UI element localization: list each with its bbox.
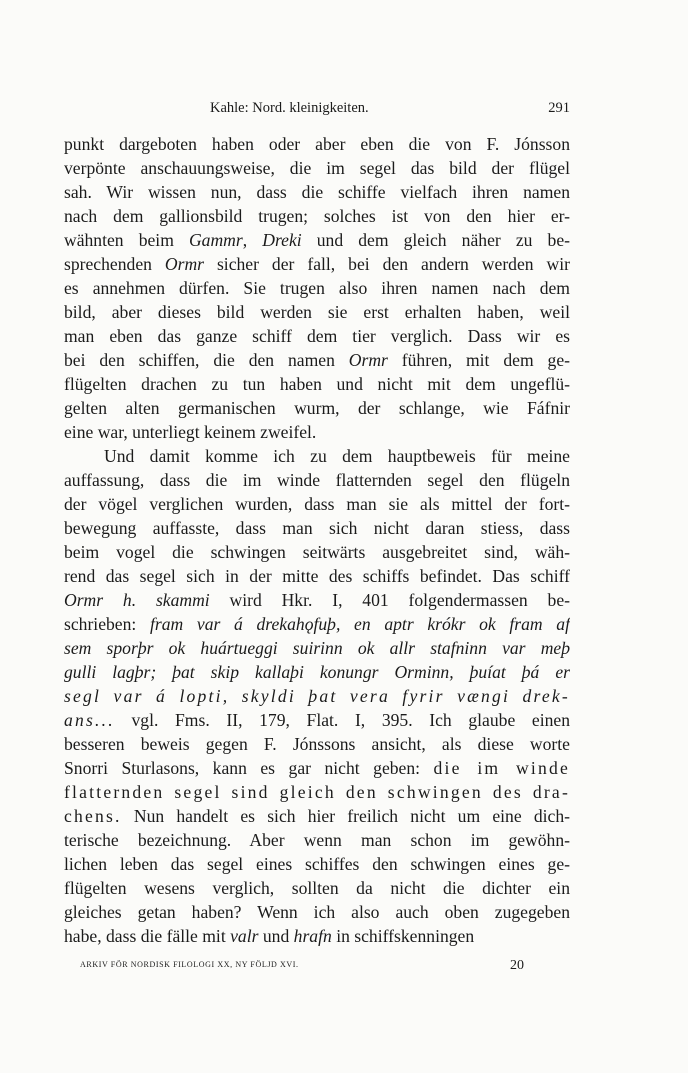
text-line	[64, 276, 570, 300]
running-title: Kahle: Nord. kleinigkeiten.	[210, 100, 369, 116]
text-segment: in schiffskenningen	[331, 926, 475, 946]
text-segment: Nun handelt es sich hier freilich nicht um eine dich-	[121, 806, 570, 826]
text-segment: eine war, unterliegt keinem zweifel.	[64, 422, 317, 442]
text-segment: wähnten beim	[64, 230, 189, 250]
text-line	[64, 372, 570, 396]
text-segment: gleiches getan haben? Wenn ich also auch oben zugegeben	[64, 902, 570, 922]
text-line	[64, 900, 570, 924]
spaced-text: die im winde	[433, 758, 570, 778]
text-line	[64, 804, 570, 828]
text-line	[64, 300, 570, 324]
text-line	[64, 684, 570, 708]
text-segment: Und damit komme ich zu dem hauptbeweis für meine	[104, 446, 570, 466]
text-line	[64, 828, 570, 852]
text-segment: bild, aber dieses bild werden sie erst erhalten haben, weil	[64, 302, 570, 322]
text-segment: sprechenden	[64, 254, 165, 274]
text-line	[64, 660, 570, 684]
text-line	[64, 924, 570, 948]
text-line	[64, 492, 570, 516]
text-segment: flügelten wesens verglich, sollten da nicht die dichter ein	[64, 878, 570, 898]
body-text	[64, 132, 570, 948]
italic-text: Ormr	[164, 254, 204, 274]
text-line	[64, 588, 570, 612]
text-line	[64, 516, 570, 540]
italic-text: hrafn	[293, 926, 332, 946]
italic-text: Ormr h. skammi	[64, 590, 210, 610]
text-segment: lichen leben das segel eines schiffes den schwingen eines ge-	[64, 854, 570, 874]
text-segment: der vögel verglichen wurden, dass man sie als mittel der fort-	[64, 494, 570, 514]
text-segment: man eben das ganze schiff dem tier verglich. Dass wir es	[64, 326, 570, 346]
text-line	[64, 708, 570, 732]
text-line	[64, 324, 570, 348]
text-segment: schrieben:	[64, 614, 150, 634]
running-header	[64, 100, 570, 122]
text-segment: sicher der fall, bei den andern werden wir	[204, 254, 570, 274]
text-segment: bei den schiffen, die den namen	[64, 350, 349, 370]
italic-text: sem sporþr ok huártueggi suirinn ok allr stafninn var meþ	[64, 638, 570, 658]
italic-text: segl var á lopti, skyldi þat vera fyrir vængi drek-	[64, 686, 570, 706]
text-segment: vgl. Fms. II, 179, Flat. I, 395. Ich glaube einen	[114, 710, 570, 730]
text-line	[64, 348, 570, 372]
text-segment: habe, dass die fälle mit	[64, 926, 231, 946]
text-line	[64, 156, 570, 180]
text-segment: flügelten drachen zu tun haben und nicht mit dem ungeflü-	[64, 374, 570, 394]
text-line	[64, 564, 570, 588]
text-line	[64, 204, 570, 228]
italic-text: gulli lagþr; þat skip kallaþi konungr Orminn, þuíat þá er	[64, 662, 570, 682]
text-line	[64, 780, 570, 804]
text-line	[64, 444, 570, 468]
text-line	[64, 132, 570, 156]
text-line	[64, 852, 570, 876]
journal-signature: ARKIV FÖR NORDISK FILOLOGI XX, NY FÖLJD XVI.	[80, 960, 299, 969]
signature-number: 20	[510, 958, 524, 973]
text-line	[64, 612, 570, 636]
italic-text: Dreki	[262, 230, 302, 250]
text-segment: es annehmen dürfen. Sie trugen also ihren namen nach dem	[64, 278, 570, 298]
italic-text: valr	[230, 926, 259, 946]
text-segment: auffassung, dass die im winde flatternden segel den flügeln	[64, 470, 570, 490]
text-segment: terische bezeichnung. Aber wenn man schon im gewöhn-	[64, 830, 570, 850]
text-segment: verpönte anschauungsweise, die im segel das bild der flügel	[64, 158, 570, 178]
text-segment: und	[258, 926, 294, 946]
text-line	[64, 876, 570, 900]
italic-text: ans...	[64, 710, 115, 730]
text-segment: Snorri Sturlasons, kann es gar nicht geben:	[64, 758, 434, 778]
text-segment: punkt dargeboten haben oder aber eben die von F. Jónsson	[64, 134, 570, 154]
spaced-text: chens.	[64, 806, 122, 826]
text-segment: ,	[242, 230, 263, 250]
italic-text: Gammr	[188, 230, 243, 250]
page-number: 291	[548, 100, 570, 116]
text-line	[64, 180, 570, 204]
text-segment: führen, mit dem ge-	[387, 350, 570, 370]
text-line	[64, 468, 570, 492]
text-segment: sah. Wir wissen nun, dass die schiffe vielfach ihren namen	[64, 182, 570, 202]
text-segment: gelten alten germanischen wurm, der schlange, wie Fáfnir	[64, 398, 570, 418]
page-footer	[64, 958, 570, 976]
text-line	[64, 636, 570, 660]
text-line	[64, 756, 570, 780]
text-segment: und dem gleich näher zu be-	[301, 230, 570, 250]
text-line	[64, 540, 570, 564]
italic-text: Ormr	[348, 350, 388, 370]
text-segment: wird Hkr. I, 401 folgendermassen be-	[209, 590, 570, 610]
text-line	[64, 732, 570, 756]
text-line	[64, 252, 570, 276]
text-line	[64, 228, 570, 252]
text-segment: rend das segel sich in der mitte des schiffs befindet. Das schiff	[64, 566, 570, 586]
italic-text: fram var á drekahǫfuþ, en aptr krókr ok fram af	[149, 614, 570, 634]
text-segment: nach dem gallionsbild trugen; solches ist von den hier er-	[64, 206, 570, 226]
text-line	[64, 396, 570, 420]
text-segment: besseren beweis gegen F. Jónssons ansicht, als diese worte	[64, 734, 570, 754]
text-segment: beim vogel die schwingen seitwärts ausgebreitet sind, wäh-	[64, 542, 570, 562]
text-segment: bewegung auffasste, dass man sich nicht daran stiess, dass	[64, 518, 570, 538]
text-line	[64, 420, 570, 444]
spaced-text: flatternden segel sind gleich den schwingen des dra-	[64, 782, 570, 802]
